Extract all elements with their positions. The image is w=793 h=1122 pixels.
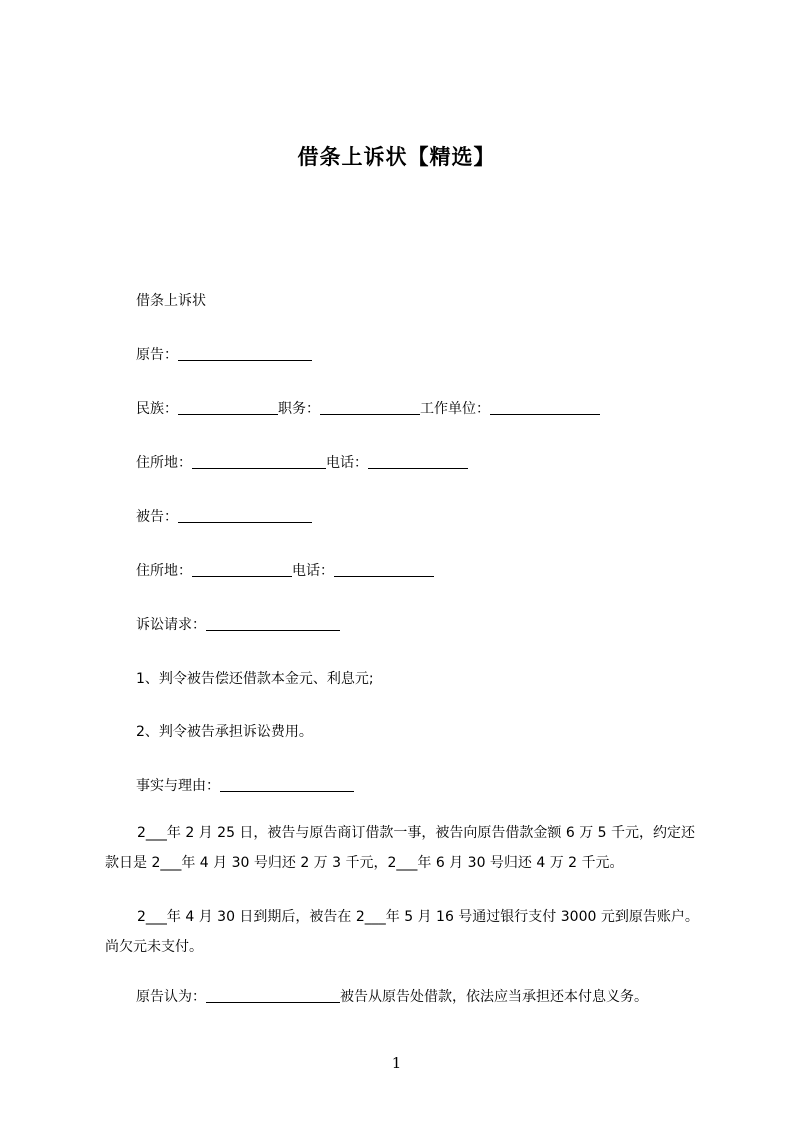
defendant-address-line (136, 560, 434, 582)
opinion-line (136, 986, 648, 1008)
defendant-label: 被告： (136, 509, 178, 525)
claims-line (136, 614, 340, 636)
plaintiff-blank (178, 344, 312, 361)
employer-blank (490, 398, 600, 415)
opinion-blank (206, 986, 340, 1003)
phone-label: 电话： (326, 455, 368, 471)
document-title: 借条上诉状【精选】 (297, 145, 496, 169)
plaintiff-label: 原告： (136, 347, 178, 363)
facts-label: 事实与理由： (136, 778, 220, 794)
defendant-blank (178, 506, 312, 523)
defendant-line (136, 506, 312, 528)
opinion-label: 原告认为： (136, 989, 206, 1005)
claim-1: 1、判令被告偿还借款本金元、利息元; (136, 671, 374, 687)
address-blank (192, 560, 292, 577)
phone-label: 电话： (292, 563, 334, 579)
ethnicity-line (136, 398, 600, 420)
address-blank (192, 452, 326, 469)
opinion-text: 被告从原告处借款，依法应当承担还本付息义务。 (340, 989, 648, 1005)
facts-line (136, 775, 354, 797)
employer-label: 工作单位： (420, 401, 490, 417)
claims-blank (206, 614, 340, 631)
ethnicity-label: 民族： (136, 401, 178, 417)
facts-paragraph-1: 2___年 2 月 25 日，被告与原告商订借款一事，被告向原告借款金额 6 万 5 千元，约定还款日是 2___年 4 月 30 号归还 2 万 3 千元，2___年 6 月 30 号归还 4 万 2 千元。 (105, 825, 696, 871)
claim-2: 2、判令被告承担诉讼费用。 (136, 724, 313, 740)
position-blank (320, 398, 420, 415)
address-label: 住所地： (136, 455, 192, 471)
ethnicity-blank (178, 398, 278, 415)
plaintiff-address-line (136, 452, 468, 474)
position-label: 职务： (278, 401, 320, 417)
page-number: 1 (391, 1054, 402, 1072)
facts-paragraph-2: 2___年 4 月 30 日到期后，被告在 2___年 5 月 16 号通过银行支付 3000 元到原告账户。尚欠元未支付。 (105, 909, 699, 955)
phone-blank (368, 452, 468, 469)
address-label: 住所地： (136, 563, 192, 579)
phone-blank (334, 560, 434, 577)
plaintiff-line (136, 344, 312, 366)
heading: 借条上诉状 (136, 293, 206, 309)
facts-blank (220, 775, 354, 792)
claims-label: 诉讼请求： (136, 617, 206, 633)
